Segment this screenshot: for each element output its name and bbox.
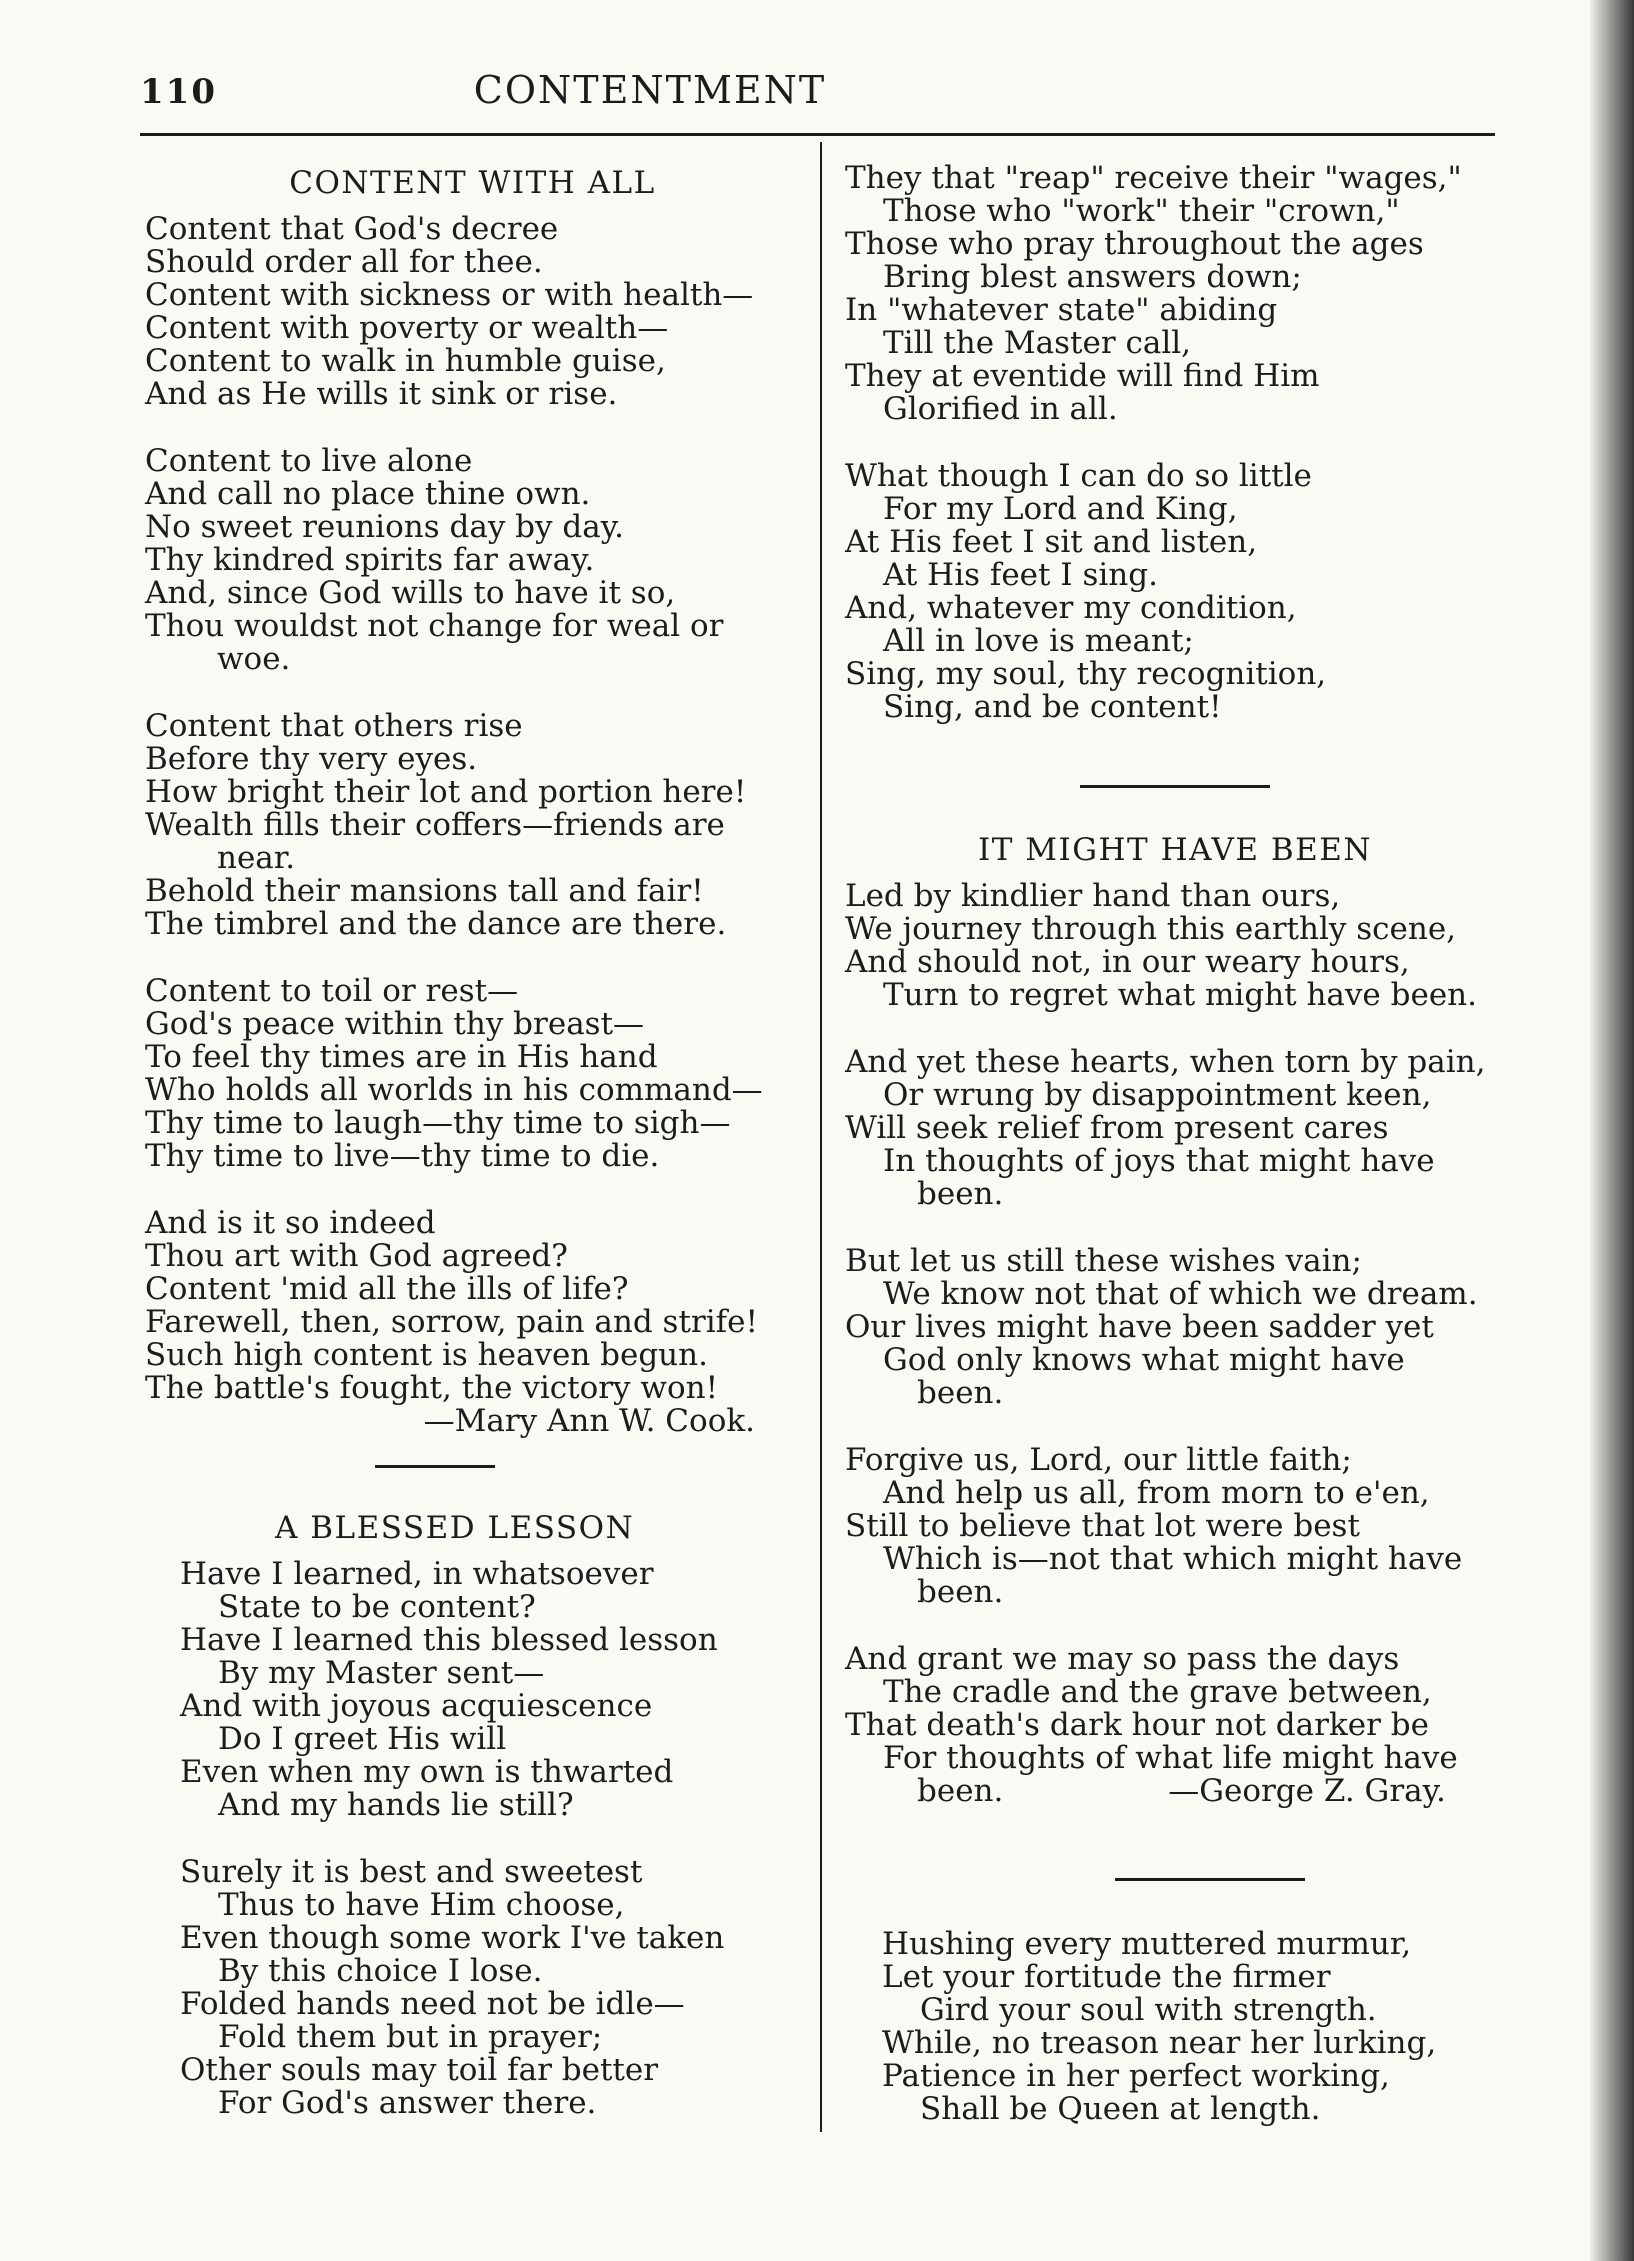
verse-line: The timbrel and the dance are there. bbox=[145, 906, 727, 942]
running-title: CONTENTMENT bbox=[473, 68, 827, 112]
header-rule bbox=[140, 133, 1495, 136]
verse-line: Surely it is best and sweetest bbox=[180, 1854, 643, 1890]
verse-line: Thou art with God agreed? bbox=[145, 1238, 568, 1274]
stanza bbox=[845, 1643, 1505, 1808]
verse-line: Before thy very eyes. bbox=[145, 741, 478, 777]
verse-line: Content to toil or rest— bbox=[145, 973, 519, 1009]
stanza bbox=[845, 1245, 1505, 1410]
verse-line: That death's dark hour not darker be bbox=[845, 1707, 1429, 1743]
poem-title: IT MIGHT HAVE BEEN bbox=[977, 832, 1372, 868]
verse-line: Thou wouldst not change for weal or bbox=[145, 608, 724, 644]
verse-line: And call no place thine own. bbox=[145, 476, 591, 512]
verse-line: Even though some work I've taken bbox=[180, 1920, 725, 1956]
verse-line: And as He wills it sink or rise. bbox=[145, 376, 618, 412]
verse-line: The battle's fought, the victory won! bbox=[145, 1370, 719, 1406]
verse-line: Sing, and be content! bbox=[883, 689, 1222, 725]
section-separator bbox=[375, 1465, 495, 1468]
verse-line: Folded hands need not be idle— bbox=[180, 1986, 685, 2022]
verse-line: Turn to regret what might have been. bbox=[883, 977, 1477, 1013]
verse-line: And is it so indeed bbox=[145, 1205, 436, 1241]
verse-line: In thoughts of joys that might have bbox=[883, 1143, 1435, 1179]
verse-line: State to be content? bbox=[218, 1589, 536, 1625]
verse-line: Such high content is heaven begun. bbox=[145, 1337, 708, 1373]
poem-content-with-all bbox=[145, 165, 800, 1438]
stanza bbox=[145, 213, 800, 411]
verse-line: Our lives might have been sadder yet bbox=[845, 1309, 1434, 1345]
verse-line: Farewell, then, sorrow, pain and strife! bbox=[145, 1304, 758, 1340]
verse-line: Let your fortitude the firmer bbox=[882, 1959, 1331, 1995]
verse-line: And, since God wills to have it so, bbox=[145, 575, 676, 611]
verse-line: And, whatever my condition, bbox=[845, 590, 1297, 626]
stanza bbox=[145, 710, 800, 941]
verse-line: Content that God's decree bbox=[145, 211, 559, 247]
verse-line: Hushing every muttered murmur, bbox=[882, 1926, 1412, 1962]
stanza bbox=[145, 445, 800, 676]
verse-line: Thus to have Him choose, bbox=[218, 1887, 625, 1923]
stanza bbox=[845, 1444, 1505, 1609]
verse-line: Led by kindlier hand than ours, bbox=[845, 878, 1341, 914]
verse-line: And yet these hearts, when torn by pain, bbox=[845, 1044, 1486, 1080]
verse-line: Even when my own is thwarted bbox=[180, 1754, 674, 1790]
poem-continuation bbox=[845, 162, 1505, 724]
verse-line: Patience in her perfect working, bbox=[882, 2058, 1390, 2094]
stanza bbox=[145, 1207, 800, 1405]
section-separator bbox=[1080, 785, 1270, 788]
stanza bbox=[882, 1928, 1502, 2126]
page-edge-shadow bbox=[1590, 0, 1634, 2261]
verse-line: Should order all for thee. bbox=[145, 244, 543, 280]
verse-line: Bring blest answers down; bbox=[883, 259, 1302, 295]
verse-line: woe. bbox=[217, 641, 291, 677]
verse-line: Behold their mansions tall and fair! bbox=[145, 873, 704, 909]
poem-hushing bbox=[882, 1928, 1502, 2126]
attribution: —Mary Ann W. Cook. bbox=[423, 1403, 755, 1439]
verse-line: We know not that of which we dream. bbox=[883, 1276, 1478, 1312]
verse-line: Those who pray throughout the ages bbox=[845, 226, 1424, 262]
verse-line: Content that others rise bbox=[145, 708, 523, 744]
poem-title: A BLESSED LESSON bbox=[275, 1510, 635, 1546]
verse-line bbox=[845, 1775, 1505, 1808]
verse-line: Thy kindred spirits far away. bbox=[145, 542, 595, 578]
verse-line: We journey through this earthly scene, bbox=[845, 911, 1457, 947]
verse-line: In "whatever state" abiding bbox=[845, 292, 1278, 328]
verse-line: God only knows what might have bbox=[883, 1342, 1405, 1378]
verse-line: All in love is meant; bbox=[883, 623, 1194, 659]
verse-line: And my hands lie still? bbox=[218, 1787, 574, 1823]
verse-line: While, no treason near her lurking, bbox=[882, 2025, 1437, 2061]
verse-line: Glorified in all. bbox=[883, 391, 1118, 427]
verse-line: God's peace within thy breast— bbox=[145, 1006, 645, 1042]
verse-line: Thy time to laugh—thy time to sigh— bbox=[145, 1105, 731, 1141]
verse-line: Shall be Queen at length. bbox=[920, 2091, 1321, 2127]
verse-line: Gird your soul with strength. bbox=[920, 1992, 1377, 2028]
verse-line: been. bbox=[917, 1176, 1004, 1212]
verse-line: And help us all, from morn to e'en, bbox=[883, 1475, 1430, 1511]
verse-line: Will seek relief from present cares bbox=[845, 1110, 1389, 1146]
verse-line: Content 'mid all the ills of life? bbox=[145, 1271, 629, 1307]
section-separator bbox=[1115, 1878, 1305, 1881]
verse-line: Other souls may toil far better bbox=[180, 2052, 659, 2088]
verse-line: been. bbox=[917, 1375, 1004, 1411]
verse-line: At His feet I sit and listen, bbox=[845, 524, 1258, 560]
page-number: 110 bbox=[140, 72, 217, 112]
verse-line: No sweet reunions day by day. bbox=[145, 509, 624, 545]
poem-it-might-have-been bbox=[845, 832, 1505, 1808]
verse-line: Do I greet His will bbox=[218, 1721, 507, 1757]
verse-line-text: been. bbox=[917, 1773, 1004, 1809]
verse-line: At His feet I sing. bbox=[883, 557, 1158, 593]
verse-line: What though I can do so little bbox=[845, 458, 1312, 494]
verse-line: near. bbox=[217, 840, 296, 876]
verse-line: Till the Master call, bbox=[883, 325, 1192, 361]
stanza bbox=[845, 162, 1505, 426]
verse-line: Content to walk in humble guise, bbox=[145, 343, 666, 379]
stanza bbox=[845, 460, 1505, 724]
verse-line: But let us still these wishes vain; bbox=[845, 1243, 1362, 1279]
verse-line: For God's answer there. bbox=[218, 2085, 597, 2121]
verse-line: They at eventide will find Him bbox=[845, 358, 1320, 394]
verse-line: Have I learned this blessed lesson bbox=[180, 1622, 718, 1658]
poem-title: CONTENT WITH ALL bbox=[289, 165, 656, 201]
verse-line: Sing, my soul, thy recognition, bbox=[845, 656, 1327, 692]
verse-line: For thoughts of what life might have bbox=[883, 1740, 1458, 1776]
verse-line: The cradle and the grave between, bbox=[883, 1674, 1432, 1710]
verse-line: They that "reap" receive their "wages," bbox=[845, 160, 1462, 196]
verse-line: Or wrung by disappointment keen, bbox=[883, 1077, 1432, 1113]
stanza bbox=[145, 975, 800, 1173]
verse-line: By my Master sent— bbox=[218, 1655, 545, 1691]
verse-line: For my Lord and King, bbox=[883, 491, 1238, 527]
verse-line: Who holds all worlds in his command— bbox=[145, 1072, 763, 1108]
attribution: —George Z. Gray. bbox=[1168, 1773, 1446, 1809]
verse-line: Which is—not that which might have bbox=[883, 1541, 1463, 1577]
verse-line: Have I learned, in whatsoever bbox=[180, 1556, 654, 1592]
verse-line: Fold them but in prayer; bbox=[218, 2019, 603, 2055]
stanza bbox=[180, 1856, 800, 2120]
stanza bbox=[845, 1046, 1505, 1211]
verse-line: Thy time to live—thy time to die. bbox=[145, 1138, 660, 1174]
verse-line: Content with sickness or with health— bbox=[145, 277, 754, 313]
verse-line: By this choice I lose. bbox=[218, 1953, 543, 1989]
verse-line: Wealth fills their coffers—friends are bbox=[145, 807, 725, 843]
verse-line: How bright their lot and portion here! bbox=[145, 774, 747, 810]
stanza bbox=[180, 1558, 800, 1822]
stanza bbox=[845, 880, 1505, 1012]
verse-line: And with joyous acquiescence bbox=[180, 1688, 653, 1724]
verse-line: And grant we may so pass the days bbox=[845, 1641, 1400, 1677]
verse-line: Those who "work" their "crown," bbox=[883, 193, 1400, 229]
verse-line: Forgive us, Lord, our little faith; bbox=[845, 1442, 1352, 1478]
verse-line: To feel thy times are in His hand bbox=[145, 1039, 658, 1075]
verse-line: Content to live alone bbox=[145, 443, 473, 479]
verse-line: Still to believe that lot were best bbox=[845, 1508, 1360, 1544]
poem-a-blessed-lesson bbox=[180, 1510, 800, 2120]
verse-line: Content with poverty or wealth— bbox=[145, 310, 669, 346]
column-divider bbox=[820, 142, 822, 2132]
verse-line: And should not, in our weary hours, bbox=[845, 944, 1410, 980]
verse-line: been. bbox=[917, 1574, 1004, 1610]
